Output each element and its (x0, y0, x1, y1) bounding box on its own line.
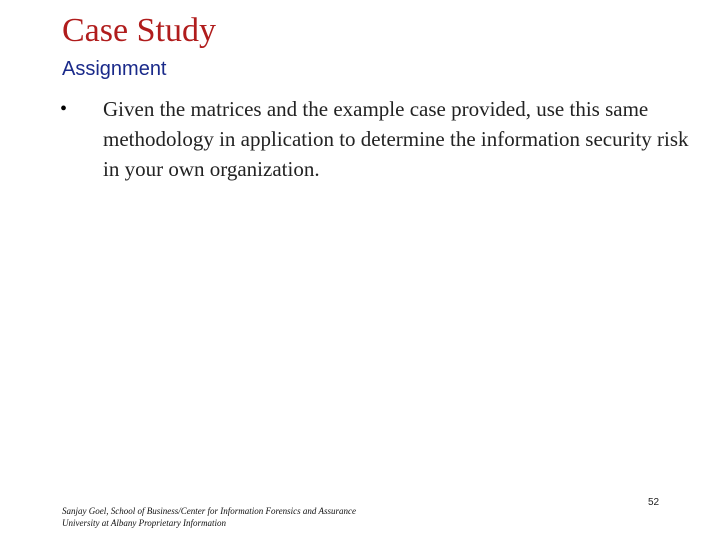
footer-line-author: Sanjay Goel, School of Business/Center for Information Forensics and Assurance (62, 506, 356, 516)
list-item (60, 94, 700, 184)
footer-line-proprietary: University at Albany Proprietary Information (62, 518, 226, 528)
footer (62, 505, 356, 529)
slide-title: Case Study (62, 12, 216, 49)
bullet-marker: • (60, 98, 68, 120)
bullet-list (60, 94, 700, 184)
page-number: 52 (648, 497, 660, 508)
bullet-text: Given the matrices and the example case provided, use this same methodology in application to determine the information security risk in your own organization. (103, 97, 689, 181)
slide-subtitle: Assignment (62, 58, 167, 80)
